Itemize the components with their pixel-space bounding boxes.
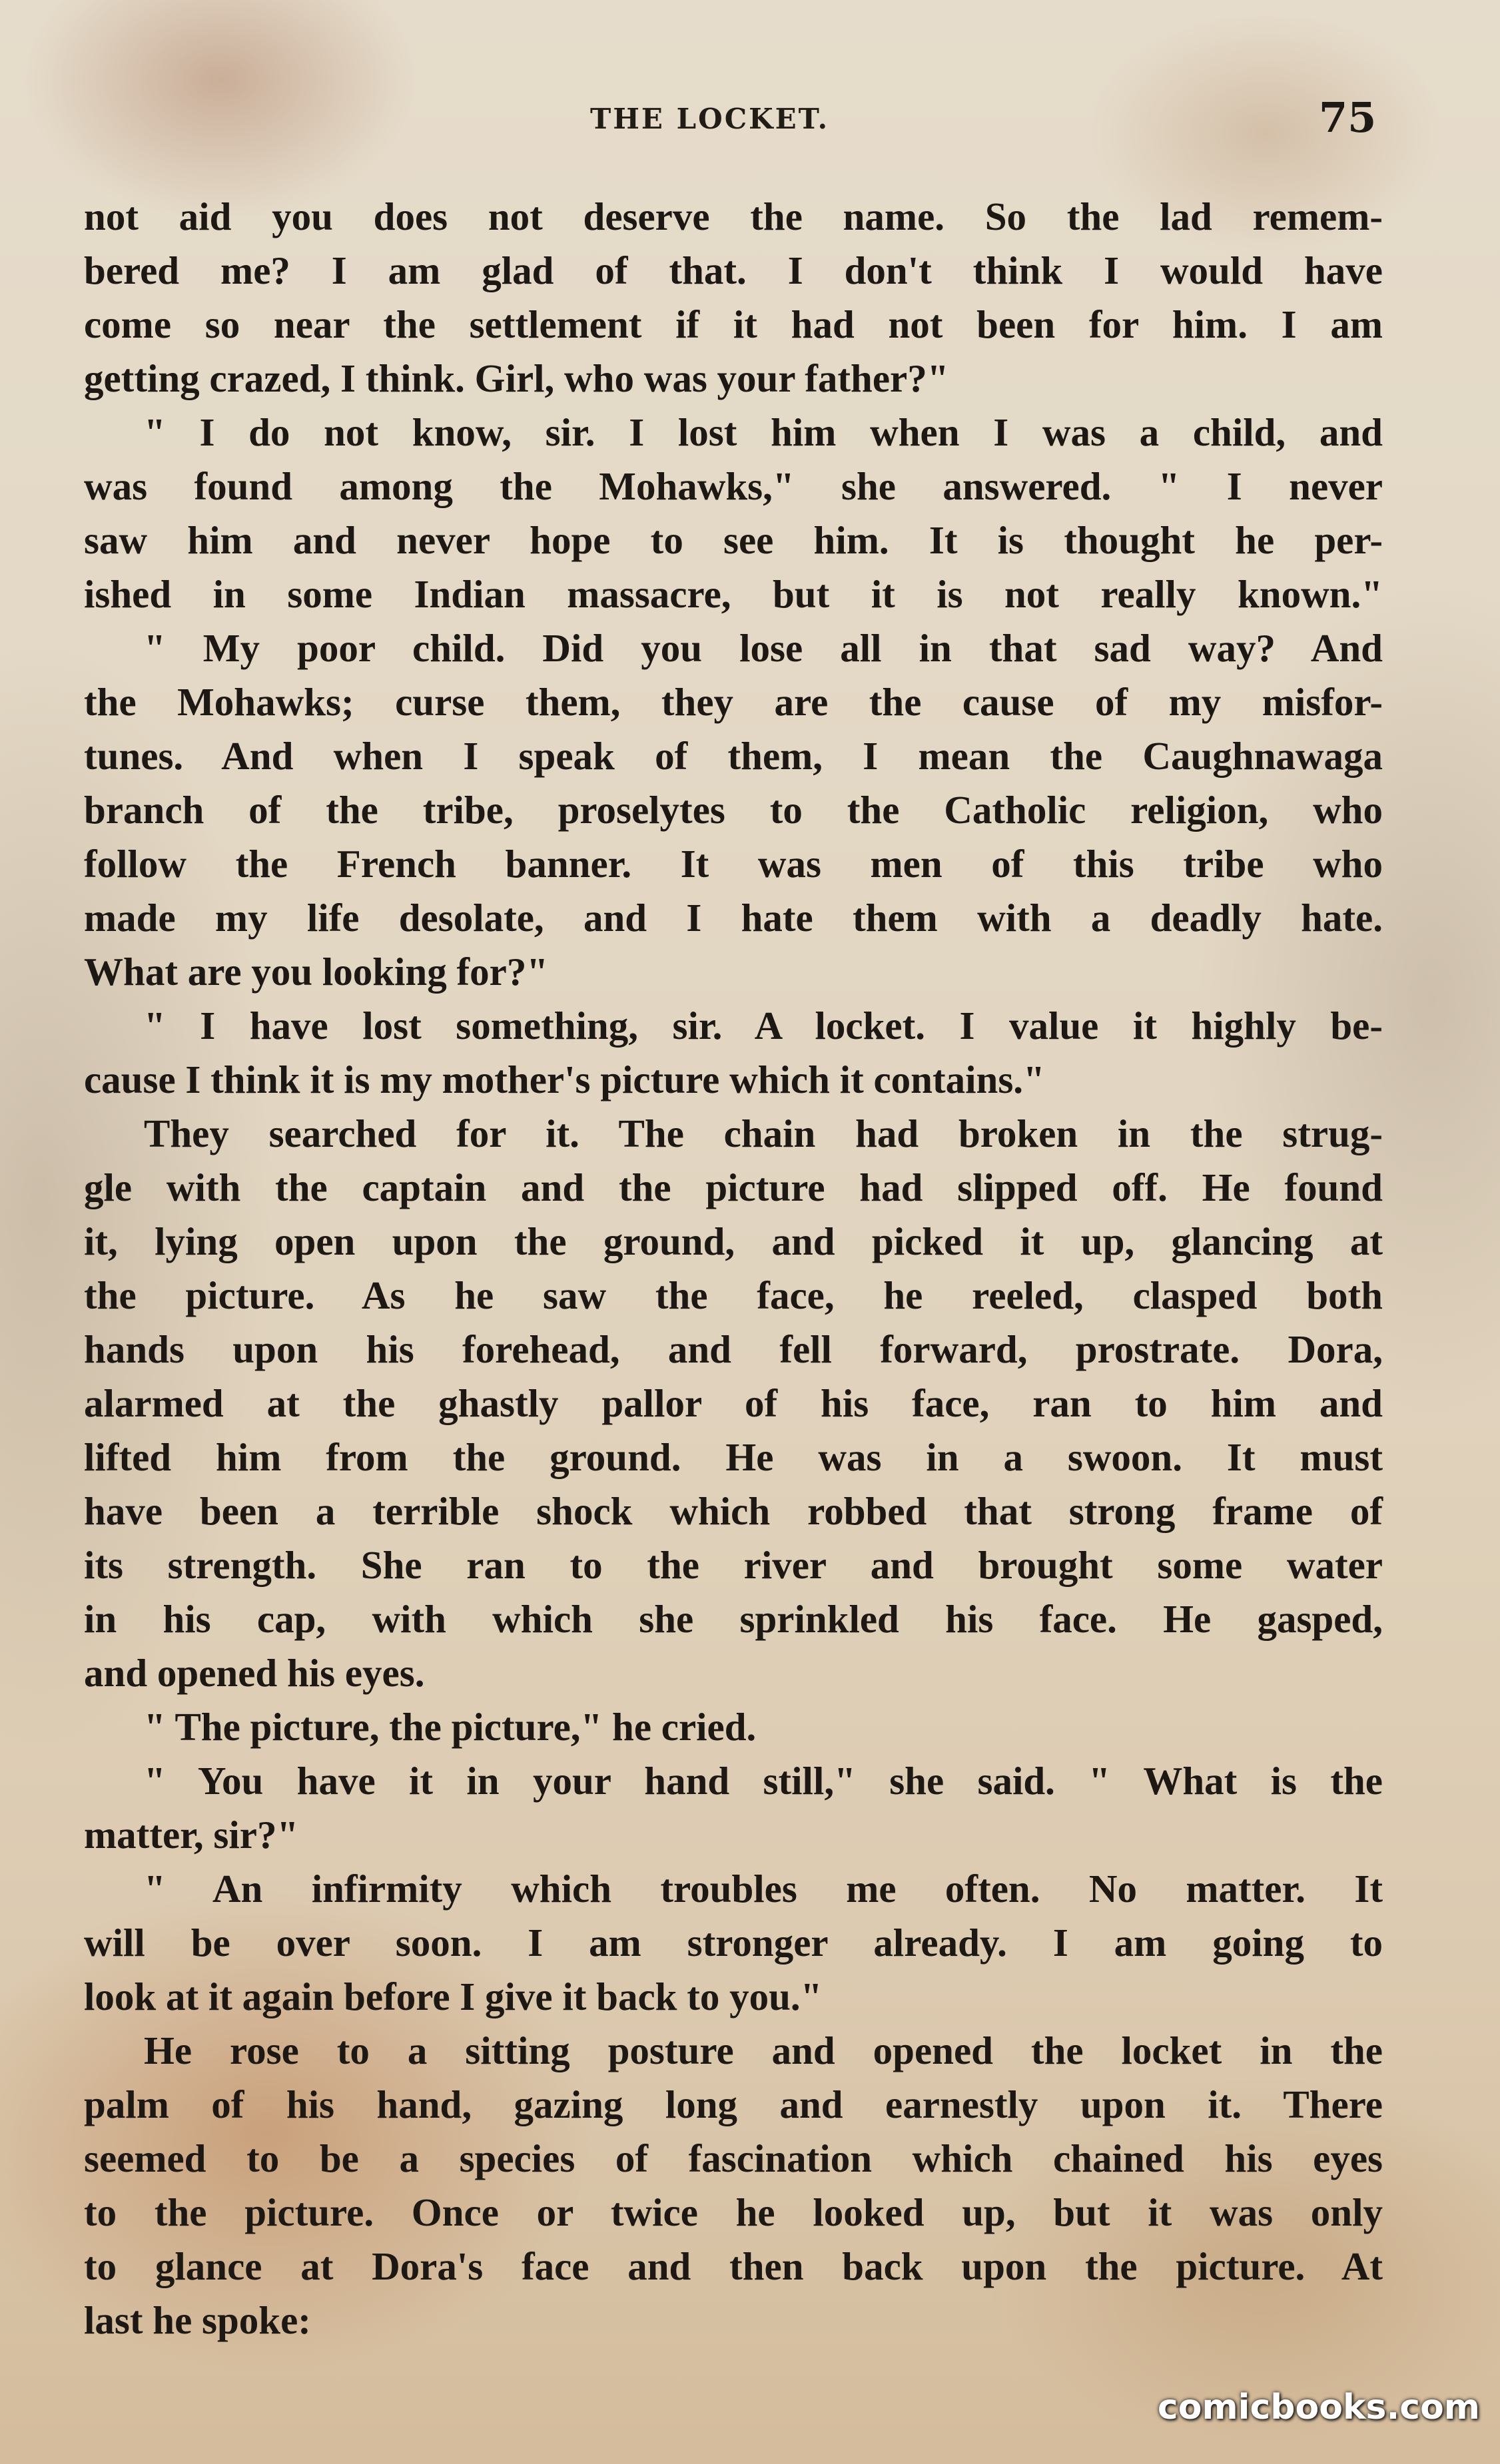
text-line: They searched for it. The chain had broken in the strug- xyxy=(144,1111,1383,1155)
text-line: last he spoke: xyxy=(84,2298,311,2342)
text-line: to glance at Dora's face and then back upon the picture. At xyxy=(84,2244,1383,2288)
source-watermark: comicbooks.com xyxy=(1157,2387,1480,2427)
text-line: " I do not know, sir. I lost him when I was a child, and xyxy=(144,410,1383,454)
text-line: " My poor child. Did you lose all in that sad way? And xyxy=(144,626,1383,670)
text-line: gle with the captain and the picture had slipped off. He found xyxy=(84,1165,1383,1209)
text-line: in his cap, with which she sprinkled his face. He gasped, xyxy=(84,1597,1383,1641)
text-line: He rose to a sitting posture and opened the locket in the xyxy=(144,2028,1383,2072)
text-line: tunes. And when I speak of them, I mean the Caughnawaga xyxy=(84,734,1383,778)
text-line: branch of the tribe, proselytes to the Catholic religion, who xyxy=(84,788,1383,832)
text-line: to the picture. Once or twice he looked up, but it was only xyxy=(84,2190,1383,2234)
text-line: look at it again before I give it back to you." xyxy=(84,1975,823,2018)
text-line: hands upon his forehead, and fell forward, prostrate. Dora, xyxy=(84,1327,1383,1371)
running-title: THE LOCKET. xyxy=(590,103,830,135)
text-line: " The picture, the picture," he cried. xyxy=(144,1705,757,1749)
body-text xyxy=(84,190,1383,2347)
text-line: palm of his hand, gazing long and earnestly upon it. There xyxy=(84,2082,1383,2126)
text-line: " I have lost something, sir. A locket. I value it highly be- xyxy=(144,1004,1383,1048)
page-number: 75 xyxy=(1319,93,1377,142)
text-line: saw him and never hope to see him. It is thought he per- xyxy=(84,518,1383,562)
text-line: " You have it in your hand still," she said. " What is the xyxy=(144,1759,1383,1803)
text-line: follow the French banner. It was men of this tribe who xyxy=(84,842,1383,886)
text-line: it, lying open upon the ground, and picked it up, glancing at xyxy=(84,1219,1383,1263)
text-line: the picture. As he saw the face, he reeled, clasped both xyxy=(84,1273,1383,1317)
text-line: have been a terrible shock which robbed that strong frame of xyxy=(84,1489,1383,1533)
text-line: matter, sir?" xyxy=(84,1813,299,1857)
text-line: seemed to be a species of fascination which chained his eyes xyxy=(84,2136,1383,2180)
text-line: come so near the settlement if it had not been for him. I am xyxy=(84,302,1383,346)
text-line: cause I think it is my mother's picture which it contains." xyxy=(84,1058,1045,1101)
text-line: will be over soon. I am stronger already. I am going to xyxy=(84,1921,1383,1965)
running-head xyxy=(0,93,1500,153)
text-line: its strength. She ran to the river and brought some water xyxy=(84,1543,1383,1587)
text-line: bered me? I am glad of that. I don't think I would have xyxy=(84,248,1383,292)
text-line: not aid you does not deserve the name. So the lad remem- xyxy=(84,194,1383,238)
text-line: made my life desolate, and I hate them with a deadly hate. xyxy=(84,896,1383,940)
text-line: getting crazed, I think. Girl, who was your father?" xyxy=(84,356,949,400)
text-line: alarmed at the ghastly pallor of his face, ran to him and xyxy=(84,1381,1383,1425)
text-line: " An infirmity which troubles me often. No matter. It xyxy=(144,1867,1383,1911)
text-line: the Mohawks; curse them, they are the cause of my misfor- xyxy=(84,680,1383,724)
text-line: was found among the Mohawks," she answered. " I never xyxy=(84,464,1383,508)
text-line: and opened his eyes. xyxy=(84,1651,425,1695)
text-line: ished in some Indian massacre, but it is not really known." xyxy=(84,572,1383,616)
text-line: lifted him from the ground. He was in a swoon. It must xyxy=(84,1435,1383,1479)
text-line: What are you looking for?" xyxy=(84,950,549,994)
